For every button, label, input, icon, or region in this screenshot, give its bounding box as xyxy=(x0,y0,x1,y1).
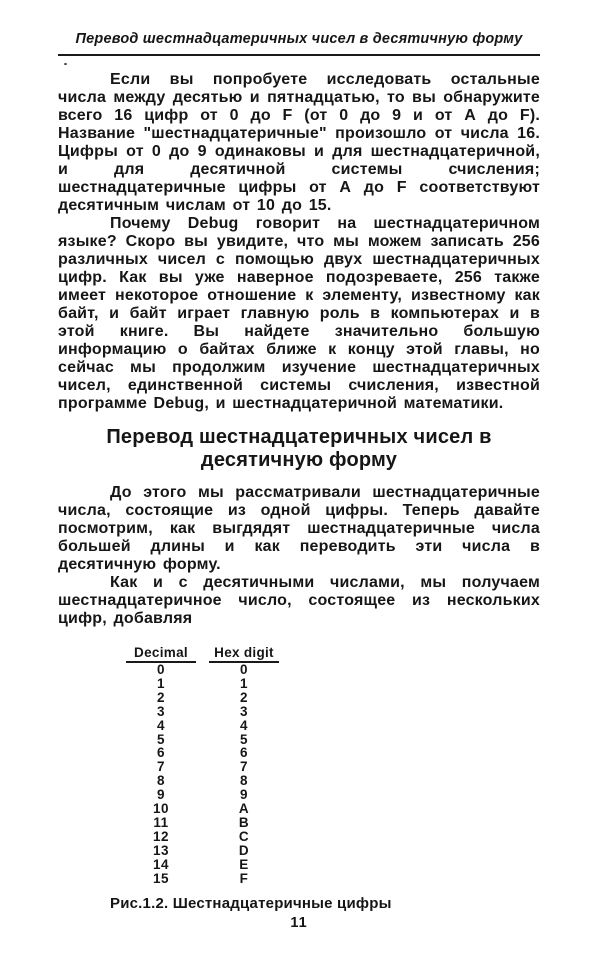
hex-cell: C xyxy=(238,828,250,844)
decimal-cell: 11 xyxy=(153,814,169,830)
page-number: 11 xyxy=(290,915,308,931)
decimal-cell: 5 xyxy=(156,731,165,747)
decimal-cell: 2 xyxy=(156,689,165,705)
section-heading-line-1: Перевод шестнадцатеричных чисел в xyxy=(106,426,492,448)
decimal-cell: 10 xyxy=(152,801,170,817)
running-header: Перевод шестнадцатеричных чисел в десятичную форму xyxy=(75,31,523,47)
decimal-cell: 6 xyxy=(156,745,165,761)
table-row xyxy=(58,844,540,858)
table-row xyxy=(58,858,540,872)
table-row xyxy=(58,705,540,719)
section-heading-line-2: десятичную форму xyxy=(200,449,398,471)
table-row xyxy=(58,872,540,886)
decimal-cell: 13 xyxy=(152,842,170,858)
table-row xyxy=(58,788,540,802)
table-row xyxy=(58,802,540,816)
table-row xyxy=(58,691,540,705)
decimal-cell: 3 xyxy=(156,703,165,719)
hex-cell: 2 xyxy=(239,689,248,705)
hex-cell: 3 xyxy=(239,703,248,719)
decimal-cell: 7 xyxy=(156,759,165,775)
hex-cell: 5 xyxy=(239,731,248,747)
table-row xyxy=(58,760,540,774)
decimal-cell: 0 xyxy=(156,662,165,677)
table-header-row xyxy=(58,645,540,663)
page-content xyxy=(58,71,540,912)
paragraph-section-1: До этого мы рассматривали шестнадцатеричные числа, состоящие из одной цифры. Теперь давайте посмотрим, как выгдядят шестнадцатеричные числа большей длины и как переводить эти числа в десятичную форму. xyxy=(58,484,540,573)
table-row xyxy=(58,677,540,691)
decimal-cell: 12 xyxy=(152,828,170,844)
section-heading xyxy=(58,426,540,472)
hex-cell: 8 xyxy=(239,773,248,789)
hex-digits-table xyxy=(58,645,540,886)
paragraph-section-2: Как и с десятичными числами, мы получаем шестнадцатеричное число, состоящее из нескольких цифр, добавляя xyxy=(58,574,540,627)
hex-cell: 1 xyxy=(239,675,248,691)
table-row xyxy=(58,663,540,677)
hex-cell: 6 xyxy=(239,745,248,761)
table-row xyxy=(58,816,540,830)
table-row xyxy=(58,719,540,733)
hex-cell: F xyxy=(239,870,249,886)
decimal-cell: 9 xyxy=(156,787,165,803)
table-row xyxy=(58,830,540,844)
hex-cell: 0 xyxy=(239,662,248,677)
hex-cell: 7 xyxy=(239,759,248,775)
hex-cell: E xyxy=(239,856,249,872)
hex-cell: 4 xyxy=(239,717,248,733)
column-header-decimal: Decimal xyxy=(126,645,196,663)
table-row xyxy=(58,746,540,760)
hex-cell: A xyxy=(238,801,250,817)
header-rule-divider xyxy=(58,54,540,56)
figure-caption: Рис.1.2. Шестнадцатеричные цифры xyxy=(110,894,392,912)
decimal-cell: 1 xyxy=(156,675,165,691)
table-row xyxy=(58,774,540,788)
paragraph-intro-1: Если вы попробуете исследовать остальные числа между десятью и пятнадцатью, то вы обнаружите всего 16 цифр от 0 до F (от 0 до 9 и от А до F). Название "шестнадцатеричные" произошло от числа 16. Цифры от 0 до 9 одинаковы и для шестнадцатеричной, и для десятичной системы счисления; шестнадцатеричные цифры от А до F соответствуют десятичным числам от 10 до 15. xyxy=(58,71,540,214)
decimal-cell: 8 xyxy=(156,773,165,789)
decimal-cell: 15 xyxy=(152,870,170,886)
scan-artifact-dot xyxy=(64,63,67,65)
column-header-hex-digit: Hex digit xyxy=(209,645,279,663)
hex-cell: D xyxy=(238,842,250,858)
table-row xyxy=(58,733,540,747)
hex-cell: B xyxy=(238,814,250,830)
decimal-cell: 4 xyxy=(156,717,165,733)
paragraph-intro-2: Почему Debug говорит на шестнадцатеричном языке? Скоро вы увидите, что мы можем записать 256 различных чисел с помощью двух шестнадцатеричных цифр. Как вы уже наверное подозреваете, 256 также имеет некоторое отношение к элементу, известному как байт, и байт играет главную роль в компьютерах и в этой книге. Вы найдете значительно большую информацию о байтах ближе к концу этой главы, но сейчас мы продолжим изучение шестнадцатеричных чисел, единственной системы счисления, известной программе Debug, и шестнадцатеричной математики. xyxy=(58,215,540,412)
hex-cell: 9 xyxy=(239,787,248,803)
decimal-cell: 14 xyxy=(152,856,170,872)
